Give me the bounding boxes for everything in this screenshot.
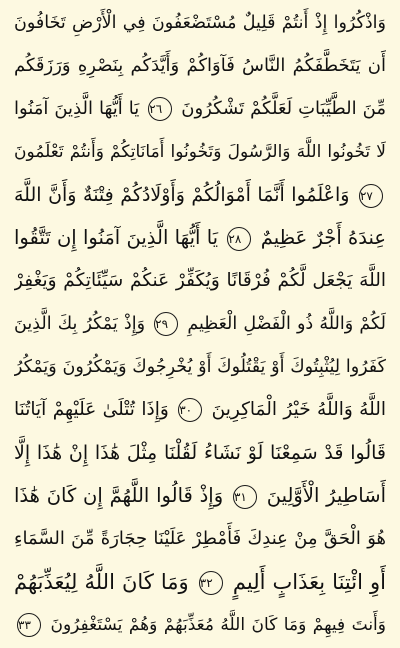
- line-text: اللَّهُ وَاللَّهُ خَيْرُ الْمَاكِرِينَ: [211, 399, 386, 420]
- text-line: [14, 477, 386, 515]
- line-text: وَأَنتَ فِيهِمْ وَمَا كَانَ اللَّهُ مُعَذِّبَهُمْ وَهُمْ يَسْتَغْفِرُونَ: [50, 615, 386, 635]
- line-text-continued: وَمَا كَانَ اللَّهُ لِيُعَذِّبَهُمْ: [14, 570, 189, 594]
- line-text: لَكُمْ وَاللَّهُ ذُو الْفَضْلِ الْعَظِيمِ: [187, 314, 386, 334]
- line-text: كَفَرُوا لِيُثْبِتُوكَ أَوْ يَقْتُلُوكَ أَوْ يُخْرِجُوكَ وَيَمْكُرُونَ وَيَمْكُرُ: [14, 357, 386, 377]
- line-text: أَسَاطِيرُ الْأَوَّلِينَ: [266, 484, 386, 507]
- text-line: [14, 305, 386, 343]
- ayah-number-marker: ٣٣: [17, 613, 41, 637]
- line-text: عِندَهُ أَجْرٌ عَظِيمٌ: [260, 226, 386, 249]
- text-line: [14, 133, 386, 171]
- text-line: [14, 176, 386, 214]
- text-line: [14, 606, 386, 644]
- text-line: [14, 219, 386, 257]
- line-text: أَوِ ائْتِنَا بِعَذَابٍ أَلِيمٍ: [232, 570, 386, 594]
- text-line: [14, 348, 386, 386]
- ayah-number-marker: ٢٦: [148, 97, 172, 121]
- line-text: قَالُوا قَدْ سَمِعْنَا لَوْ نَشَاءُ لَقُلْنَا مِثْلَ هَٰذَا إِنْ هَٰذَا إِلَّا: [14, 442, 386, 464]
- line-text-continued: يَا أَيُّهَا الَّذِينَ آمَنُوا: [14, 98, 140, 119]
- ayah-number-marker: ٣١: [233, 485, 257, 509]
- line-text-continued: وَإِذَا تُتْلَىٰ عَلَيْهِمْ آيَاتُنَا: [14, 399, 169, 420]
- line-text: أَن يَتَخَطَّفَكُمُ النَّاسُ فَآوَاكُمْ وَأَيَّدَكُم بِنَصْرِهِ وَرَزَقَكُم: [14, 55, 386, 76]
- text-line: [14, 520, 386, 558]
- ayah-number-marker: ٢٨: [227, 227, 251, 251]
- ayah-number-marker: ٣٢: [199, 571, 223, 595]
- line-text-continued: يَا أَيُّهَا الَّذِينَ آمَنُوا إِن تَتَّقُوا: [14, 226, 219, 249]
- text-line: [14, 4, 386, 42]
- text-line: [14, 47, 386, 85]
- ayah-number-marker: ٣٠: [178, 398, 202, 422]
- line-text-continued: وَإِذْ يَمْكُرُ بِكَ الَّذِينَ: [14, 314, 146, 334]
- ayah-number-marker: ٢٩: [154, 312, 178, 336]
- line-text: وَاذْكُرُوا إِذْ أَنتُمْ قَلِيلٌ مُسْتَضْعَفُونَ فِي الْأَرْضِ تَخَافُونَ: [14, 13, 386, 33]
- line-text-continued: وَإِذْ قَالُوا اللَّهُمَّ إِن كَانَ هَٰذَا: [14, 484, 224, 507]
- ayah-number-marker: ٢٧: [359, 184, 383, 208]
- text-line: [14, 391, 386, 429]
- text-line: [14, 563, 386, 601]
- line-text: لَا تَخُونُوا اللَّهَ وَالرَّسُولَ وَتَخُونُوا أَمَانَاتِكُمْ وَأَنتُمْ تَعْلَمُونَ: [14, 142, 386, 162]
- line-text: هُوَ الْحَقَّ مِنْ عِندِكَ فَأَمْطِرْ عَلَيْنَا حِجَارَةً مِّنَ السَّمَاءِ: [14, 528, 386, 549]
- line-text: اللَّهَ يَجْعَل لَّكُمْ فُرْقَانًا وَيُكَفِّرْ عَنكُمْ سَيِّئَاتِكُمْ وَيَغْفِرْ: [14, 270, 386, 291]
- line-text-continued: وَاعْلَمُوا أَنَّمَا أَمْوَالُكُمْ وَأَوْلَادُكُمْ فِتْنَةٌ وَأَنَّ اللَّهَ: [14, 184, 350, 206]
- text-line: [14, 434, 386, 472]
- text-line: [14, 262, 386, 300]
- text-line: [14, 90, 386, 128]
- line-text: مِّنَ الطَّيِّبَاتِ لَعَلَّكُمْ تَشْكُرُونَ: [181, 98, 386, 119]
